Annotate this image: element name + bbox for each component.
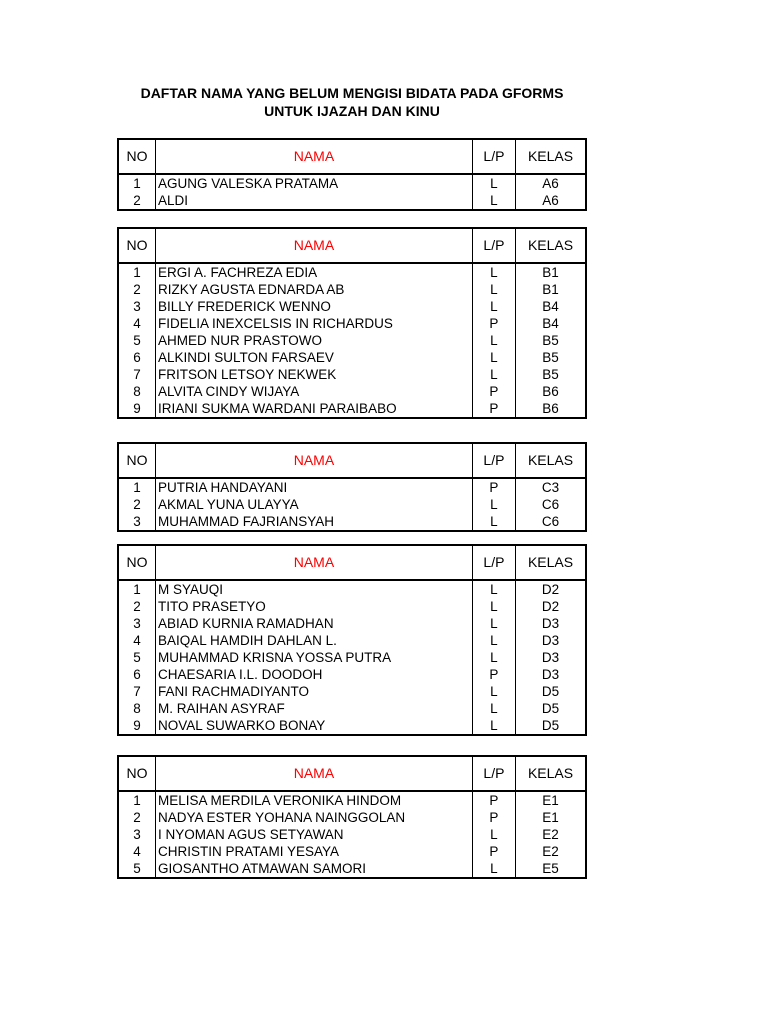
cell-lp: P — [472, 383, 515, 400]
cell-nama: FANI RACHMADIYANTO — [156, 683, 473, 700]
cell-lp: P — [472, 478, 515, 496]
cell-no: 2 — [118, 598, 156, 615]
cell-no: 5 — [118, 649, 156, 666]
cell-nama: BILLY FREDERICK WENNO — [156, 298, 473, 315]
table-row — [118, 383, 586, 400]
cell-kelas: B1 — [516, 281, 586, 298]
cell-nama: BAIQAL HAMDIH DAHLAN L. — [156, 632, 473, 649]
column-header-no: NO — [118, 756, 156, 791]
cell-nama: ERGI A. FACHREZA EDIA — [156, 263, 473, 281]
cell-nama: M SYAUQI — [156, 580, 473, 598]
cell-nama: FRITSON LETSOY NEKWEK — [156, 366, 473, 383]
column-header-nama: NAMA — [156, 545, 473, 580]
cell-kelas: E1 — [516, 791, 586, 809]
cell-kelas: C3 — [516, 478, 586, 496]
cell-lp: L — [472, 174, 515, 192]
cell-no: 5 — [118, 332, 156, 349]
table-row — [118, 632, 586, 649]
cell-lp: L — [472, 598, 515, 615]
column-header-kelas: KELAS — [516, 228, 586, 263]
column-header-kelas: KELAS — [516, 545, 586, 580]
cell-kelas: D2 — [516, 598, 586, 615]
cell-kelas: D5 — [516, 700, 586, 717]
cell-no: 4 — [118, 315, 156, 332]
cell-nama: PUTRIA HANDAYANI — [156, 478, 473, 496]
cell-kelas: B6 — [516, 400, 586, 418]
table-header-row — [118, 139, 586, 174]
table-row — [118, 298, 586, 315]
cell-kelas: B4 — [516, 298, 586, 315]
cell-lp: L — [472, 826, 515, 843]
cell-lp: L — [472, 580, 515, 598]
cell-no: 8 — [118, 383, 156, 400]
table-row — [118, 826, 586, 843]
cell-lp: P — [472, 791, 515, 809]
cell-kelas: D3 — [516, 615, 586, 632]
column-header-lp: L/P — [472, 545, 515, 580]
table-row — [118, 809, 586, 826]
cell-kelas: E5 — [516, 860, 586, 878]
cell-nama: ABIAD KURNIA RAMADHAN — [156, 615, 473, 632]
cell-nama: TITO PRASETYO — [156, 598, 473, 615]
table-row — [118, 580, 586, 598]
cell-nama: FIDELIA INEXCELSIS IN RICHARDUS — [156, 315, 473, 332]
table-row — [118, 496, 586, 513]
column-header-no: NO — [118, 443, 156, 478]
table-header-row — [118, 756, 586, 791]
cell-nama: ALVITA CINDY WIJAYA — [156, 383, 473, 400]
table-row — [118, 281, 586, 298]
cell-lp: L — [472, 513, 515, 531]
cell-no: 8 — [118, 700, 156, 717]
table-row — [118, 513, 586, 531]
table-row — [118, 366, 586, 383]
table-row — [118, 400, 586, 418]
column-header-nama: NAMA — [156, 443, 473, 478]
cell-no: 1 — [118, 478, 156, 496]
table-row — [118, 649, 586, 666]
table-header-row — [118, 545, 586, 580]
table-row — [118, 615, 586, 632]
cell-nama: AHMED NUR PRASTOWO — [156, 332, 473, 349]
cell-lp: L — [472, 860, 515, 878]
cell-nama: IRIANI SUKMA WARDANI PARAIBABO — [156, 400, 473, 418]
cell-no: 4 — [118, 632, 156, 649]
cell-kelas: B1 — [516, 263, 586, 281]
cell-kelas: A6 — [516, 174, 586, 192]
table-row — [118, 263, 586, 281]
table-row — [118, 791, 586, 809]
column-header-nama: NAMA — [156, 756, 473, 791]
column-header-lp: L/P — [472, 756, 515, 791]
table-row — [118, 843, 586, 860]
student-table-4 — [117, 544, 587, 736]
cell-kelas: B4 — [516, 315, 586, 332]
document-title — [0, 84, 704, 120]
column-header-kelas: KELAS — [516, 139, 586, 174]
column-header-no: NO — [118, 228, 156, 263]
cell-nama: ALKINDI SULTON FARSAEV — [156, 349, 473, 366]
column-header-lp: L/P — [472, 139, 515, 174]
cell-no: 2 — [118, 496, 156, 513]
table-row — [118, 683, 586, 700]
cell-lp: L — [472, 632, 515, 649]
cell-kelas: D2 — [516, 580, 586, 598]
table-row — [118, 860, 586, 878]
cell-kelas: B5 — [516, 366, 586, 383]
cell-lp: L — [472, 281, 515, 298]
student-table-3 — [117, 442, 587, 532]
cell-kelas: C6 — [516, 513, 586, 531]
cell-nama: NADYA ESTER YOHANA NAINGGOLAN — [156, 809, 473, 826]
cell-no: 1 — [118, 791, 156, 809]
cell-kelas: E1 — [516, 809, 586, 826]
cell-nama: MUHAMMAD KRISNA YOSSA PUTRA — [156, 649, 473, 666]
cell-no: 6 — [118, 666, 156, 683]
cell-kelas: D3 — [516, 666, 586, 683]
cell-nama: NOVAL SUWARKO BONAY — [156, 717, 473, 735]
cell-lp: L — [472, 192, 515, 210]
column-header-lp: L/P — [472, 228, 515, 263]
cell-lp: L — [472, 298, 515, 315]
table-row — [118, 598, 586, 615]
student-table-2 — [117, 227, 587, 419]
cell-nama: AGUNG VALESKA PRATAMA — [156, 174, 473, 192]
cell-no: 3 — [118, 615, 156, 632]
cell-no: 2 — [118, 809, 156, 826]
cell-kelas: E2 — [516, 826, 586, 843]
column-header-nama: NAMA — [156, 139, 473, 174]
cell-lp: P — [472, 315, 515, 332]
cell-lp: P — [472, 400, 515, 418]
cell-kelas: E2 — [516, 843, 586, 860]
cell-nama: MELISA MERDILA VERONIKA HINDOM — [156, 791, 473, 809]
column-header-kelas: KELAS — [516, 756, 586, 791]
cell-no: 3 — [118, 298, 156, 315]
cell-no: 1 — [118, 580, 156, 598]
cell-kelas: B6 — [516, 383, 586, 400]
cell-no: 2 — [118, 281, 156, 298]
table-row — [118, 315, 586, 332]
cell-kelas: B5 — [516, 349, 586, 366]
cell-lp: L — [472, 683, 515, 700]
cell-no: 5 — [118, 860, 156, 878]
cell-no: 9 — [118, 400, 156, 418]
cell-no: 3 — [118, 513, 156, 531]
cell-no: 1 — [118, 174, 156, 192]
cell-kelas: C6 — [516, 496, 586, 513]
column-header-nama: NAMA — [156, 228, 473, 263]
table-row — [118, 666, 586, 683]
column-header-lp: L/P — [472, 443, 515, 478]
table-row — [118, 700, 586, 717]
cell-kelas: A6 — [516, 192, 586, 210]
table-row — [118, 717, 586, 735]
student-table-1 — [117, 138, 587, 211]
column-header-no: NO — [118, 545, 156, 580]
table-row — [118, 478, 586, 496]
cell-no: 2 — [118, 192, 156, 210]
cell-lp: P — [472, 843, 515, 860]
column-header-kelas: KELAS — [516, 443, 586, 478]
cell-nama: ALDI — [156, 192, 473, 210]
table-row — [118, 349, 586, 366]
cell-kelas: D3 — [516, 649, 586, 666]
column-header-no: NO — [118, 139, 156, 174]
cell-lp: L — [472, 615, 515, 632]
cell-lp: P — [472, 809, 515, 826]
cell-kelas: B5 — [516, 332, 586, 349]
table-row — [118, 332, 586, 349]
cell-lp: L — [472, 649, 515, 666]
cell-no: 9 — [118, 717, 156, 735]
cell-nama: M. RAIHAN ASYRAF — [156, 700, 473, 717]
cell-lp: L — [472, 496, 515, 513]
cell-lp: L — [472, 366, 515, 383]
cell-lp: L — [472, 263, 515, 281]
cell-lp: L — [472, 717, 515, 735]
cell-no: 7 — [118, 683, 156, 700]
cell-kelas: D5 — [516, 717, 586, 735]
cell-lp: P — [472, 666, 515, 683]
cell-nama: AKMAL YUNA ULAYYA — [156, 496, 473, 513]
cell-lp: L — [472, 349, 515, 366]
cell-lp: L — [472, 332, 515, 349]
cell-no: 1 — [118, 263, 156, 281]
table-header-row — [118, 228, 586, 263]
cell-nama: GIOSANTHO ATMAWAN SAMORI — [156, 860, 473, 878]
cell-kelas: D5 — [516, 683, 586, 700]
table-header-row — [118, 443, 586, 478]
student-table-5 — [117, 755, 587, 879]
table-row — [118, 174, 586, 192]
cell-no: 6 — [118, 349, 156, 366]
title-line-1: DAFTAR NAMA YANG BELUM MENGISI BIDATA PADA GFORMS — [140, 85, 564, 101]
cell-nama: MUHAMMAD FAJRIANSYAH — [156, 513, 473, 531]
cell-no: 4 — [118, 843, 156, 860]
cell-lp: L — [472, 700, 515, 717]
cell-no: 3 — [118, 826, 156, 843]
cell-nama: I NYOMAN AGUS SETYAWAN — [156, 826, 473, 843]
table-row — [118, 192, 586, 210]
cell-nama: RIZKY AGUSTA EDNARDA AB — [156, 281, 473, 298]
cell-nama: CHAESARIA I.L. DOODOH — [156, 666, 473, 683]
title-line-2: UNTUK IJAZAH DAN KINU — [264, 103, 440, 119]
cell-no: 7 — [118, 366, 156, 383]
cell-kelas: D3 — [516, 632, 586, 649]
cell-nama: CHRISTIN PRATAMI YESAYA — [156, 843, 473, 860]
